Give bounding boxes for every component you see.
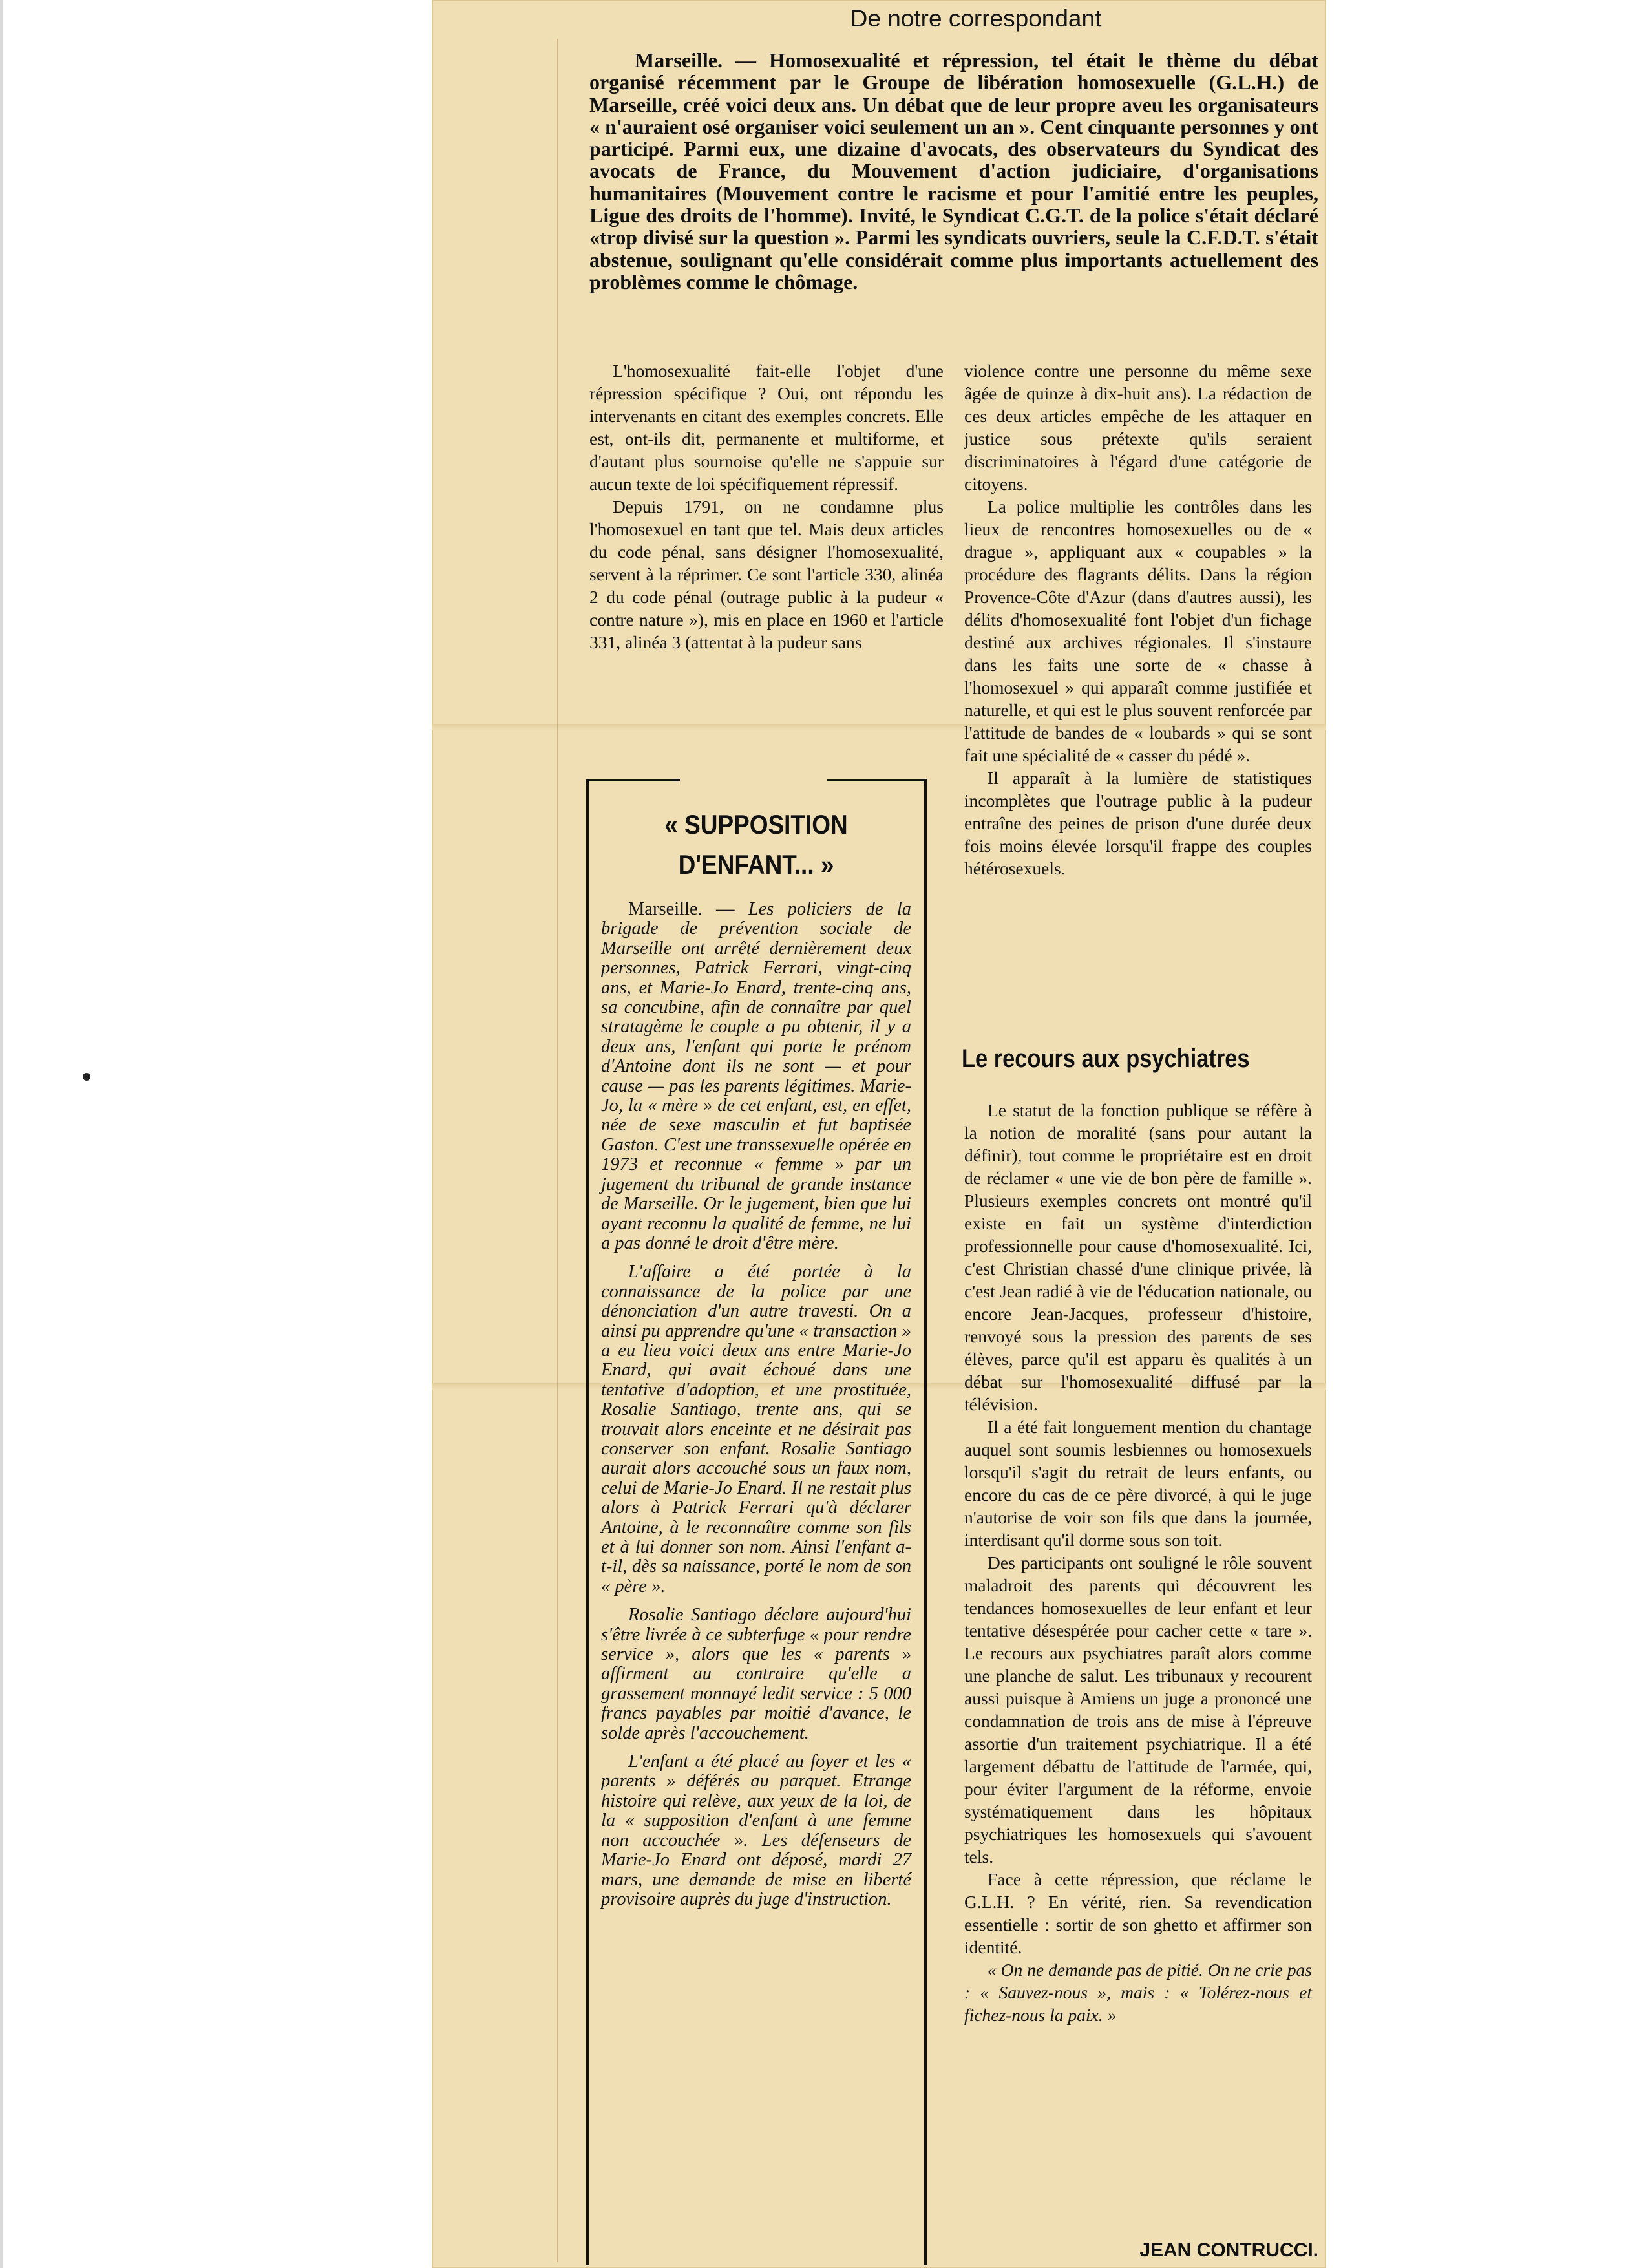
box-rule — [586, 779, 680, 781]
box-title — [620, 805, 893, 885]
paragraph-text: Les policiers de la brigade de prévention sociale de Marseille ont arrêté dernièrement deux personnes, Patrick Ferrari, vingt-cinq ans, et Marie-Jo Enard, trente-cinq ans, sa concubine, afin de connaître par quel stratagème le couple a pu obtenir, il y a deux ans, l'enfant qui porte le prénom d'Antoine dont ils ne sont — et pour cause — pas les parents légitimes. Marie-Jo, la « mère » de cet enfant, est, en effet, née de sexe masculin et fut baptisée Gaston. C'est une transsexuelle opérée en 1973 et reconnue « femme » par un jugement du tribunal de grande instance de Marseille. Or le jugement, bien que lui ayant reconnu la qualité de femme, ne lui a pas donné le droit d'être mère. — [601, 899, 911, 1253]
article-column-1 — [589, 359, 944, 653]
paragraph: Le statut de la fonction publique se réfère à la notion de moralité (sans pour autant la définir), tout comme le propriétaire est en droit de réclamer « une vie de bon père de famille ». Plusieurs exemples concrets ont montré qu'il existe en fait un système d'interdiction professionnelle pour cause d'homosexualité. Ici, c'est Christian chassé d'une clinique privée, là c'est Jean radié à vie de l'éducation nationale, ou encore Jean-Jacques, professeur d'histoire, renvoyé sous la pression des parents de ses élèves, parce qu'il est apparu ès qualités à un débat sur l'homosexualité diffusé par la télévision. — [964, 1100, 1312, 1414]
subheading: Le recours aux psychiatres — [962, 1044, 1250, 1073]
paragraph — [601, 900, 911, 1253]
box-rule — [827, 779, 924, 781]
paragraph: Des participants ont souligné le rôle souvent maladroit des parents qui découvrent les tendances homosexuelles de leur enfant et leur tentative désespérée pour cacher cette « tare ». Le recours aux psychiatres paraît alors comme une planche de salut. Les tribunaux y recourent aussi puisque à Amiens un juge a prononcé une condamnation de trois ans de mise à l'épreuve assortie d'un traitement psychiatrique. Il a été largement débattu de l'attitude de l'armée, qui, pour éviter l'argument de la réforme, envoie systématiquement dans les hôpitaux psychiatriques les homosexuels qui s'avouent tels. — [964, 1553, 1312, 1867]
article-column-2-continued — [964, 1099, 1312, 2026]
column-rule — [557, 39, 558, 2262]
box-title-line: D'ENFANT... » — [678, 849, 834, 880]
author-signature: JEAN CONTRUCCI. — [1139, 2240, 1318, 2261]
paragraph: L'affaire a été portée à la connaissance de la police par une dénonciation d'un autre travesti. On a ainsi pu apprendre qu'une « transaction » a eu lieu voici deux ans entre Marie-Jo Enard, qui avait échoué dans une tentative d'adoption, et une prostituée, Rosalie Santiago, trente ans, qui se trouvait alors enceinte et ne désirait pas conserver son enfant. Rosalie Santiago aurait alors accouché sous un faux nom, celui de Marie-Jo Enard. Il ne restait plus alors à Patrick Ferrari qu'à déclarer Antoine, à le reconnaître comme son fils et à lui donner son nom. Ainsi l'enfant a-t-il, dès sa naissance, porté le nom de son « père ». — [601, 1262, 911, 1596]
box-title-line: « SUPPOSITION — [664, 809, 848, 840]
paragraph: Il apparaît à la lumière de statistiques incomplètes que l'outrage public à la pudeur entraîne des peines de prison d'une durée deux fois moins élevée lorsqu'il frappe des couples hétérosexuels. — [964, 768, 1312, 878]
paragraph: La police multiplie les contrôles dans les lieux de rencontres homosexuelles ou de « drague », appliquant aux « coupables » la procédure des flagrants délits. Dans la région Provence-Côte d'Azur (dans d'autres aussi), les délits d'homosexualité font l'objet d'un fichage destiné aux archives régionales. Il s'instaure dans les faits une sorte de « chasse à l'homosexuel » qui apparaît comme justifiée et naturelle, et qui est le plus souvent renforcée par l'attitude de bandes de « loubards » qui se sont fait une spécialité de « casser du pédé ». — [964, 496, 1312, 765]
paragraph: Rosalie Santiago déclare aujourd'hui s'être livrée à ce subterfuge « pour rendre service », alors que les « parents » affirment au contraire qu'elle a grassement monnayé ledit service : 5 000 francs payables par moitié d'avance, le solde après l'accouchement. — [601, 1605, 911, 1743]
ink-dot — [83, 1073, 90, 1081]
paragraph: Il a été fait longuement mention du chantage auquel sont soumis lesbiennes ou homosexuels lorsqu'il s'agit du retrait de leurs enfants, ou encore du cas de ce père divorcé, à qui le juge n'autorise de voir son fils que dans la journée, interdisant qu'il dorme sous son toit. — [964, 1417, 1312, 1550]
paragraph: Depuis 1791, on ne condamne plus l'homosexuel en tant que tel. Mais deux articles du code pénal, sans désigner l'homosexualité, servent à la réprimer. Ce sont l'article 330, alinéa 2 du code pénal (outrage public à la pudeur « contre nature »), mis en place en 1960 et l'article 331, alinéa 3 (attentat à la pudeur sans — [589, 496, 944, 652]
paragraph: L'enfant a été placé au foyer et les « parents » déférés au parquet. Etrange histoire qui relève, aux yeux de la loi, de la « supposition d'enfant à une femme non accouchée ». Les défenseurs de Marie-Jo Enard ont déposé, mardi 27 mars, une demande de mise en liberté provisoire auprès du juge d'instruction. — [601, 1752, 911, 1909]
paragraph: « On ne demande pas de pitié. On ne crie pas : « Sauvez-nous », mais : « Tolérez-nous et fichez-nous la paix. » — [964, 1960, 1312, 2025]
paragraph: violence contre une personne du même sexe âgée de quinze à dix-huit ans). La rédaction de ces deux articles empêche de les attaquer en justice sous prétexte qu'ils seraient discriminatoires à l'égard d'une catégorie de citoyens. — [964, 361, 1312, 494]
paragraph: L'homosexualité fait-elle l'objet d'une répression spécifique ? Oui, ont répondu les intervenants en citant des exemples concrets. Elle est, ont-ils dit, permanente et multiforme, et d'autant plus sournoise qu'elle ne s'appuie sur aucun texte de loi spécifiquement répressif. — [589, 361, 944, 494]
scan-edge — [0, 0, 3, 2268]
lead-paragraph: Marseille. — Homosexualité et répression, tel était le thème du débat organisé récemment par le Groupe de libération homosexuelle (G.L.H.) de Marseille, créé voici deux ans. Un débat que de leur propre aveu les organisateurs « n'auraient osé organiser voici seulement un an ». Cent cinquante personnes y ont participé. Parmi eux, une dizaine d'avocats, des observateurs du Syndicat des avocats de France, du Mouvement d'action judiciaire, d'organisations humanitaires (Mouvement contre le racisme et pour l'amitié entre les peuples, Ligue des droits de l'homme). Invité, le Syndicat C.G.T. de la police s'était déclaré «trop divisé sur la question ». Parmi les syndicats ouvriers, seule la C.F.D.T. s'était abstenue, soulignant qu'elle considérait comme plus importants actuellement des problèmes comme le chômage. — [589, 48, 1318, 293]
box-text — [601, 900, 911, 1918]
article-column-2 — [964, 359, 1312, 880]
correspondent-label: De notre correspondant — [850, 5, 1102, 32]
paragraph: Face à cette répression, que réclame le G.L.H. ? En vérité, rien. Sa revendication essentielle : sortir de son ghetto et affirmer son identité. — [964, 1869, 1312, 1957]
dateline: Marseille. — — [628, 899, 735, 919]
